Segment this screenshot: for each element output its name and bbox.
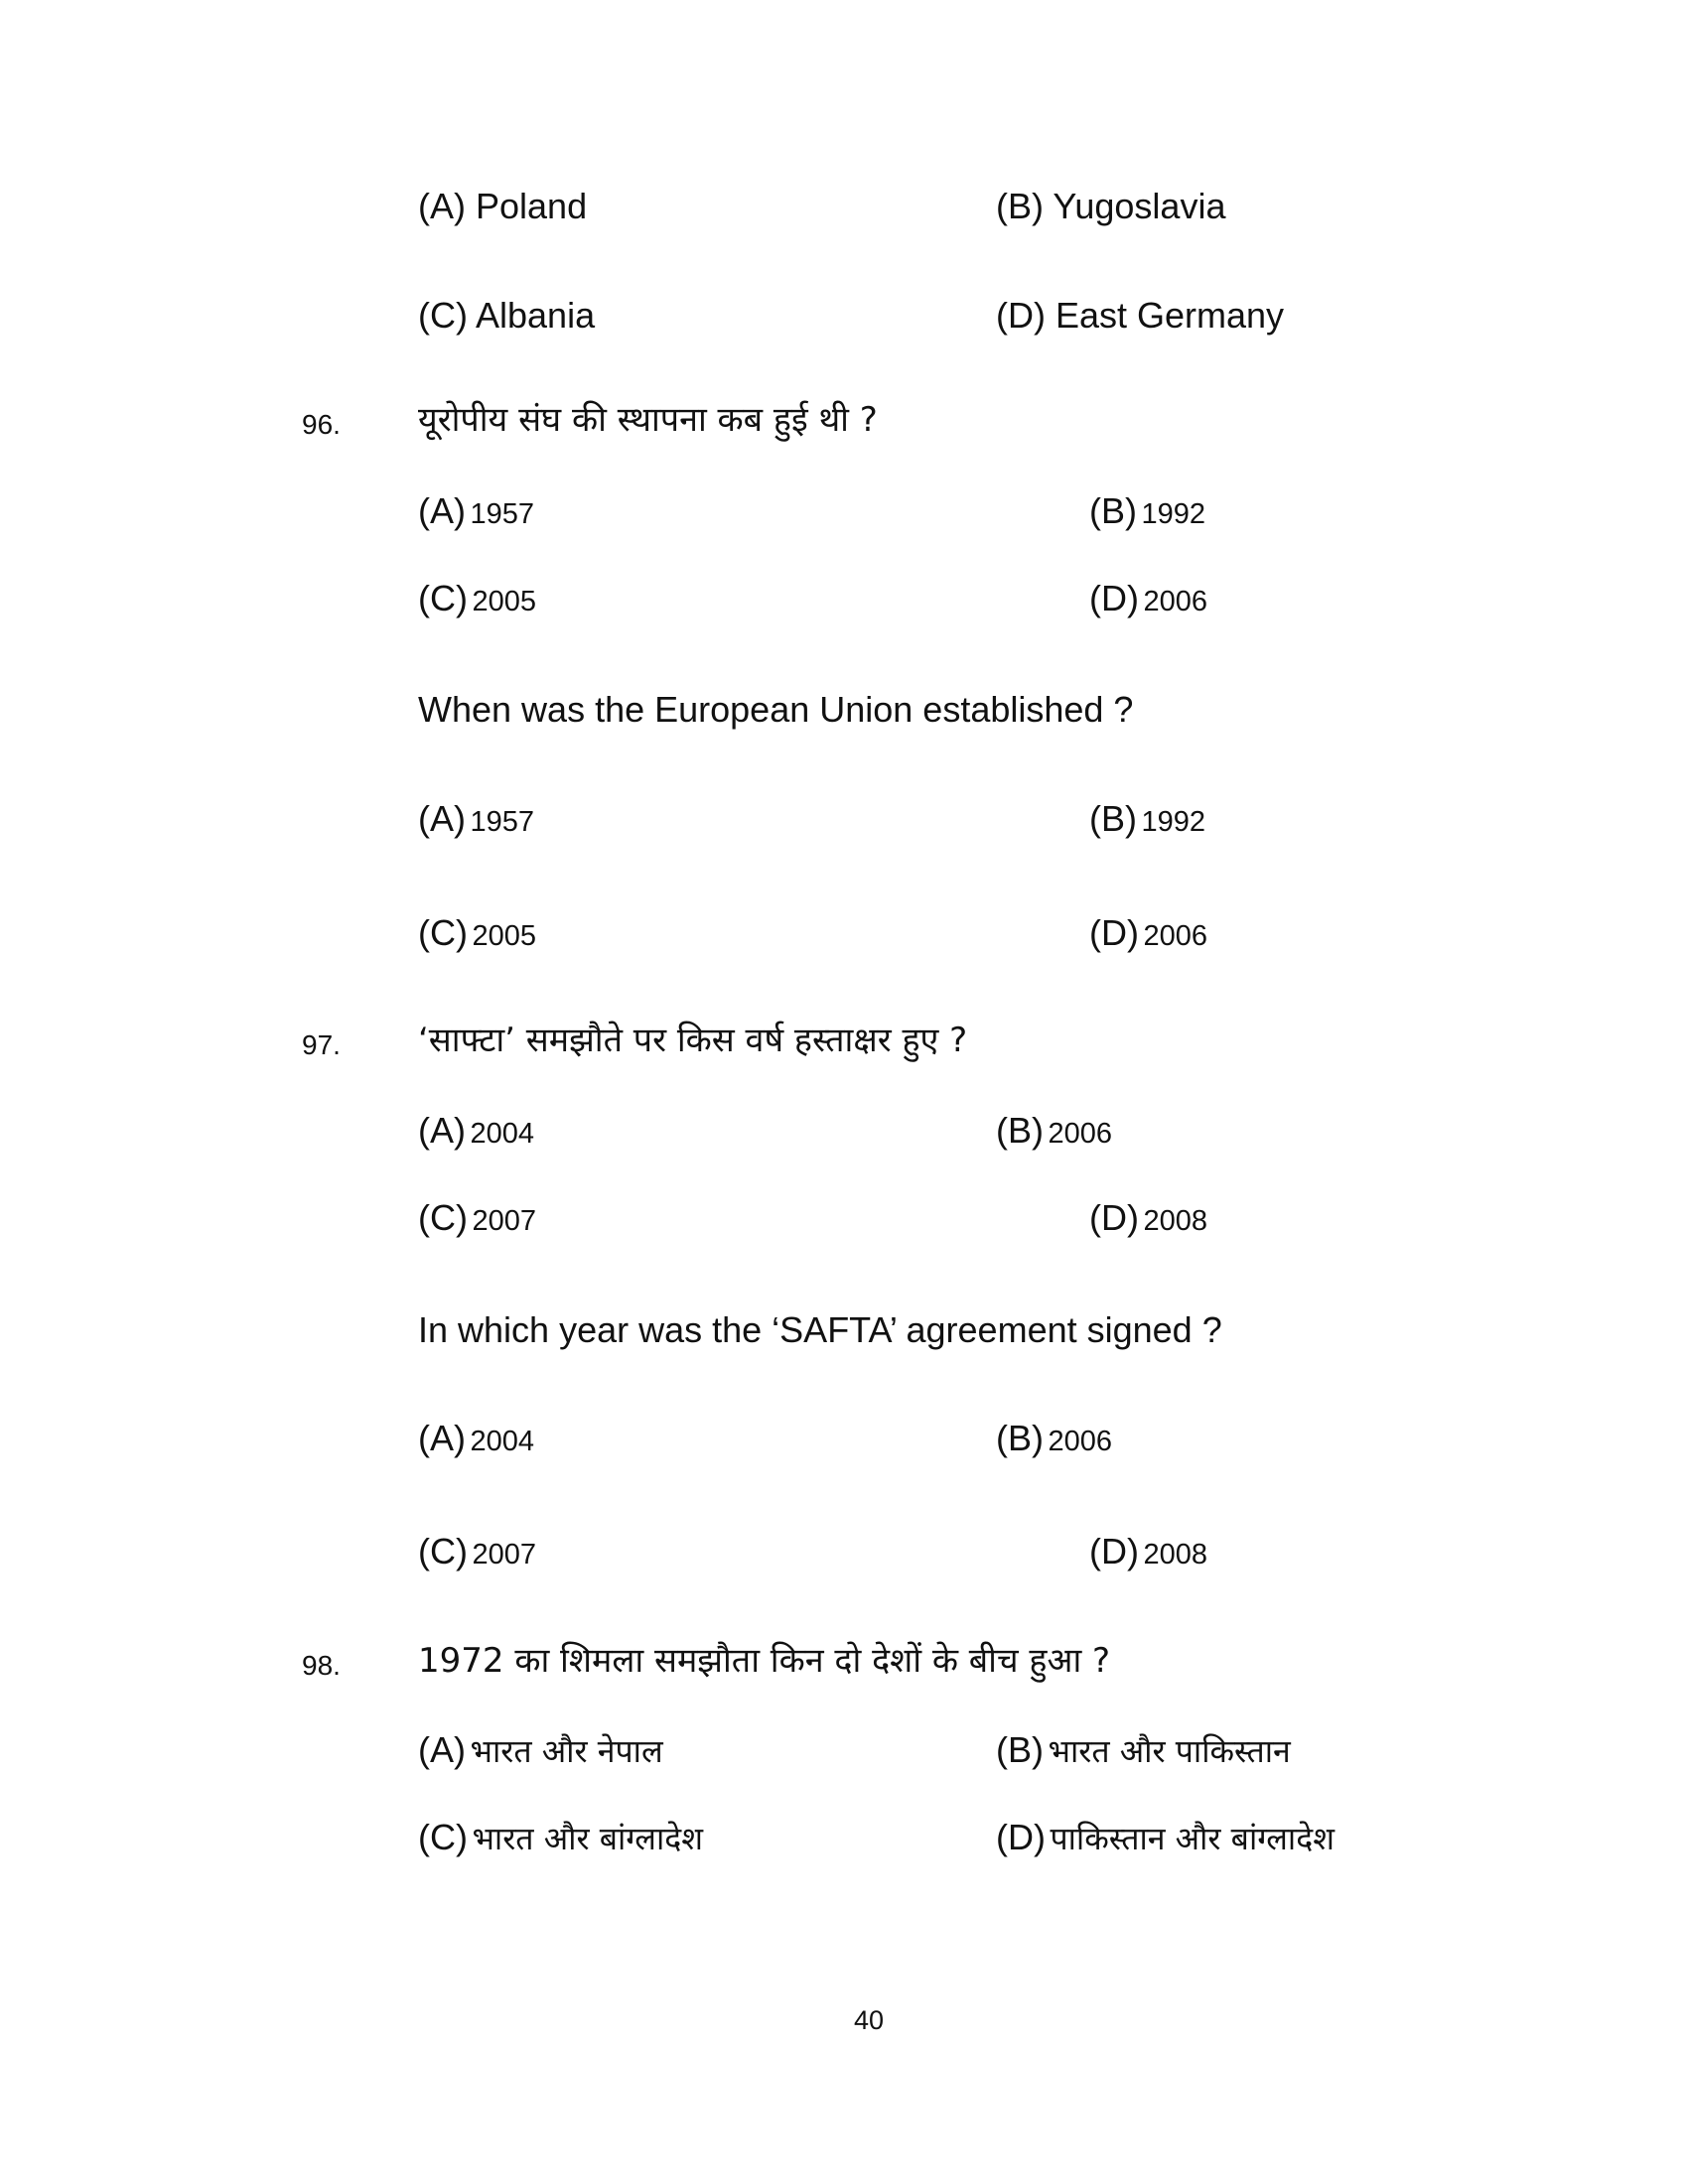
- option-label: (A): [418, 1729, 466, 1770]
- option-value: पाकिस्तान और बांग्लादेश: [1050, 1820, 1335, 1857]
- q97-hi-option-b: [996, 1110, 1112, 1151]
- option-label: (C): [418, 912, 468, 953]
- question-97-english-text: In which year was the ‘SAFTA’ agreement signed ?: [418, 1309, 1222, 1350]
- option-value: 2006: [1048, 1118, 1112, 1150]
- question-97-hindi-text: ‘साफ्टा’ समझौते पर किस वर्ष हस्ताक्षर हुए ?: [418, 1021, 968, 1060]
- q98-hi-option-d: [996, 1817, 1335, 1857]
- option-label: (A): [418, 798, 466, 839]
- q96-hi-option-a: [418, 490, 534, 531]
- q97-hi-option-c: [418, 1197, 536, 1238]
- prev-option-c: (C) Albania: [418, 295, 596, 336]
- q96-hi-option-c: [418, 578, 536, 618]
- option-value: 2008: [1143, 1539, 1207, 1570]
- question-96-hindi-text: यूरोपीय संघ की स्थापना कब हुई थी ?: [418, 400, 878, 440]
- option-label: (B): [996, 1418, 1044, 1458]
- q96-en-option-d: [1089, 912, 1207, 953]
- option-value: भारत और पाकिस्तान: [1048, 1732, 1291, 1770]
- option-label: (A): [418, 490, 466, 531]
- option-value: 1957: [470, 806, 534, 838]
- q98-hi-option-a: [418, 1729, 663, 1770]
- option-label: (D): [996, 1817, 1046, 1857]
- option-label: (C): [418, 1531, 468, 1571]
- q96-hi-option-b: [1089, 490, 1205, 531]
- option-label: (B): [996, 1729, 1044, 1770]
- option-value: 2006: [1143, 920, 1207, 952]
- prev-option-a: (A) Poland: [418, 186, 588, 226]
- question-96-number: 96.: [302, 409, 341, 440]
- question-96-english-text: When was the European Union established ?: [418, 689, 1134, 730]
- option-label: (B): [996, 1110, 1044, 1151]
- question-98-number: 98.: [302, 1650, 341, 1681]
- option-value: 2008: [1143, 1205, 1207, 1237]
- option-label: (D): [1089, 1197, 1139, 1238]
- q96-en-option-a: [418, 798, 534, 839]
- q97-en-option-b: [996, 1418, 1112, 1458]
- prev-option-d: (D) East Germany: [996, 295, 1285, 336]
- q96-en-option-c: [418, 912, 536, 953]
- option-value: 1992: [1141, 498, 1205, 530]
- option-label: (A): [418, 1418, 466, 1458]
- q96-hi-option-d: [1089, 578, 1207, 618]
- page-number: 40: [854, 2005, 885, 2035]
- option-label: (B): [1089, 798, 1137, 839]
- q96-en-option-b: [1089, 798, 1205, 839]
- q98-hi-option-b: [996, 1729, 1291, 1770]
- option-label: (D): [1089, 1531, 1139, 1571]
- option-value: 2004: [470, 1118, 534, 1150]
- option-value: 2007: [472, 1205, 536, 1237]
- q97-hi-option-a: [418, 1110, 534, 1151]
- option-label: (C): [418, 1197, 468, 1238]
- option-value: 2006: [1048, 1426, 1112, 1457]
- option-value: 2006: [1143, 586, 1207, 617]
- question-97-number: 97.: [302, 1029, 341, 1060]
- q98-hi-option-c: [418, 1817, 704, 1857]
- option-value: 2005: [472, 920, 536, 952]
- option-value: 2004: [470, 1426, 534, 1457]
- q97-hi-option-d: [1089, 1197, 1207, 1238]
- option-value: 2007: [472, 1539, 536, 1570]
- q97-en-option-a: [418, 1418, 534, 1458]
- option-label: (D): [1089, 912, 1139, 953]
- q97-en-option-c: [418, 1531, 536, 1571]
- option-label: (C): [418, 578, 468, 618]
- question-98-hindi-text: 1972 का शिमला समझौता किन दो देशों के बीच हुआ ?: [418, 1641, 1111, 1681]
- prev-option-b: (B) Yugoslavia: [996, 186, 1226, 226]
- option-value: 1957: [470, 498, 534, 530]
- option-value: भारत और बांग्लादेश: [472, 1820, 704, 1857]
- option-value: 2005: [472, 586, 536, 617]
- q97-en-option-d: [1089, 1531, 1207, 1571]
- option-value: 1992: [1141, 806, 1205, 838]
- option-label: (D): [1089, 578, 1139, 618]
- option-value: भारत और नेपाल: [470, 1732, 663, 1770]
- option-label: (B): [1089, 490, 1137, 531]
- option-label: (C): [418, 1817, 468, 1857]
- option-label: (A): [418, 1110, 466, 1151]
